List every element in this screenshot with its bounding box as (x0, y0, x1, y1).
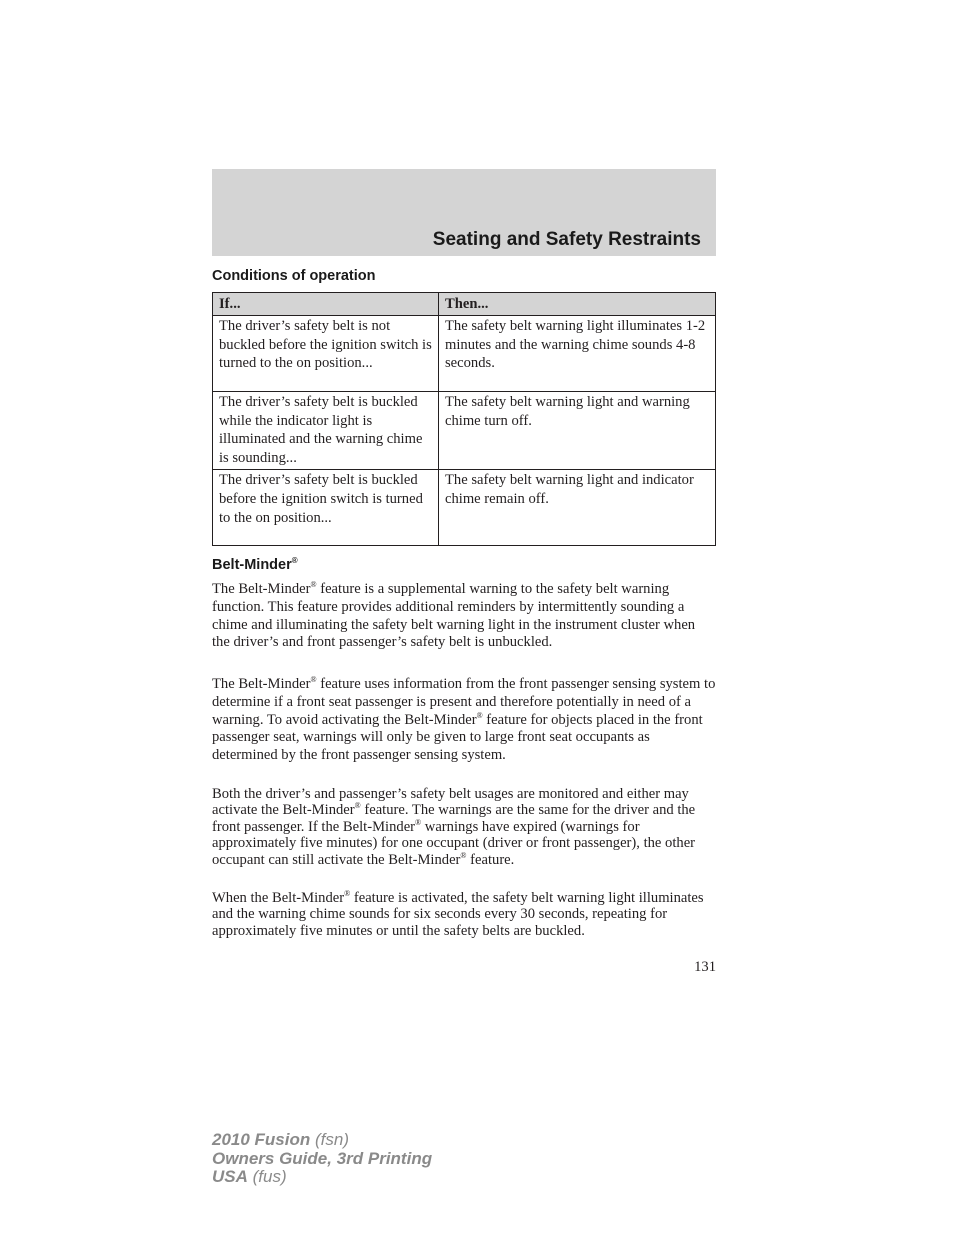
column-header-then: Then... (439, 293, 716, 316)
footer-market-code: (fus) (247, 1167, 287, 1186)
paragraph (212, 676, 716, 765)
table-header-row (213, 293, 716, 316)
table-cell-if: The driver’s safety belt is buckled before the ignition switch is turned to the on position... (213, 469, 439, 545)
registered-mark: ® (354, 801, 361, 811)
paragraph-text: warnings have expired (warnings for approximately five minutes) for one occupant (driver or front passenger), the other occupant can still activate the Belt-Minder (212, 818, 696, 868)
paragraph-text: feature. (466, 851, 515, 868)
conditions-table (212, 292, 716, 546)
belt-minder-heading (212, 557, 298, 573)
registered-mark: ® (476, 710, 483, 720)
table-cell-if: The driver’s safety belt is buckled while the indicator light is illuminated and the warning chime is sounding... (213, 391, 439, 469)
footer-line-edition: Owners Guide, 3rd Printing (212, 1148, 433, 1168)
footer-line-market (212, 1168, 432, 1187)
table-cell-if: The driver’s safety belt is not buckled before the ignition switch is turned to the on position... (213, 315, 439, 391)
section-header-band (212, 169, 716, 256)
paragraph-text: The Belt-Minder (212, 581, 311, 597)
table-row (213, 469, 716, 545)
paragraph-text: feature is activated, the safety belt warning light illuminates and the warning chime sounds for six seconds every 30 seconds, repeating for approximately five minutes or until the safety belts are buckled. (212, 890, 704, 939)
footer-market-name: USA (212, 1167, 248, 1186)
registered-mark: ® (310, 580, 317, 590)
table-cell-then: The safety belt warning light and warning chime turn off. (439, 391, 716, 469)
belt-minder-heading-text: Belt-Minder (212, 557, 292, 573)
paragraph (212, 786, 716, 868)
paragraph-text: feature is a supplemental warning to the safety belt warning function. This feature provides additional reminders by intermittently sounding a chime and illuminating the safety belt warning light in the instrument cluster when the driver’s and front passenger’s safety belt is unbuckled. (212, 581, 696, 651)
table-cell-then: The safety belt warning light illuminates 1-2 minutes and the warning chime sounds 4-8 seconds. (439, 315, 716, 391)
registered-mark: ® (460, 850, 467, 860)
registered-mark: ® (415, 817, 422, 827)
paragraph-text: Both the driver’s and passenger’s safety belt usages are monitored and either may activate the Belt-Minder (212, 786, 689, 819)
footer-model-name: 2010 Fusion (212, 1130, 311, 1149)
paragraph-text: feature uses information from the front passenger sensing system to determine if a front seat passenger is present and therefore potentially in need of a warning. To avoid activating the Belt-Minder (212, 676, 716, 728)
paragraph (212, 581, 716, 652)
paragraph-text: When the Belt-Minder (212, 890, 345, 906)
registered-mark: ® (310, 675, 317, 685)
paragraph-text: The Belt-Minder (212, 676, 311, 692)
table-row (213, 315, 716, 391)
table-cell-then: The safety belt warning light and indicator chime remain off. (439, 469, 716, 545)
footer-model-code: (fsn) (310, 1130, 349, 1149)
paragraph (212, 890, 716, 939)
table-row (213, 391, 716, 469)
footer-line-model (212, 1131, 432, 1150)
registered-mark: ® (344, 889, 351, 899)
registered-mark: ® (291, 556, 298, 566)
document-footer (212, 1131, 432, 1187)
section-title: Seating and Safety Restraints (432, 229, 701, 250)
column-header-if: If... (213, 293, 439, 316)
paragraph-text: feature for objects placed in the front passenger seat, warnings will only be given to large front seat occupants as determined by the front passenger sensing system. (212, 711, 703, 764)
page-number: 131 (694, 959, 716, 975)
paragraph-text: feature. The warnings are the same for the driver and the front passenger. If the Belt-Minder (212, 802, 696, 835)
conditions-heading: Conditions of operation (212, 268, 376, 284)
